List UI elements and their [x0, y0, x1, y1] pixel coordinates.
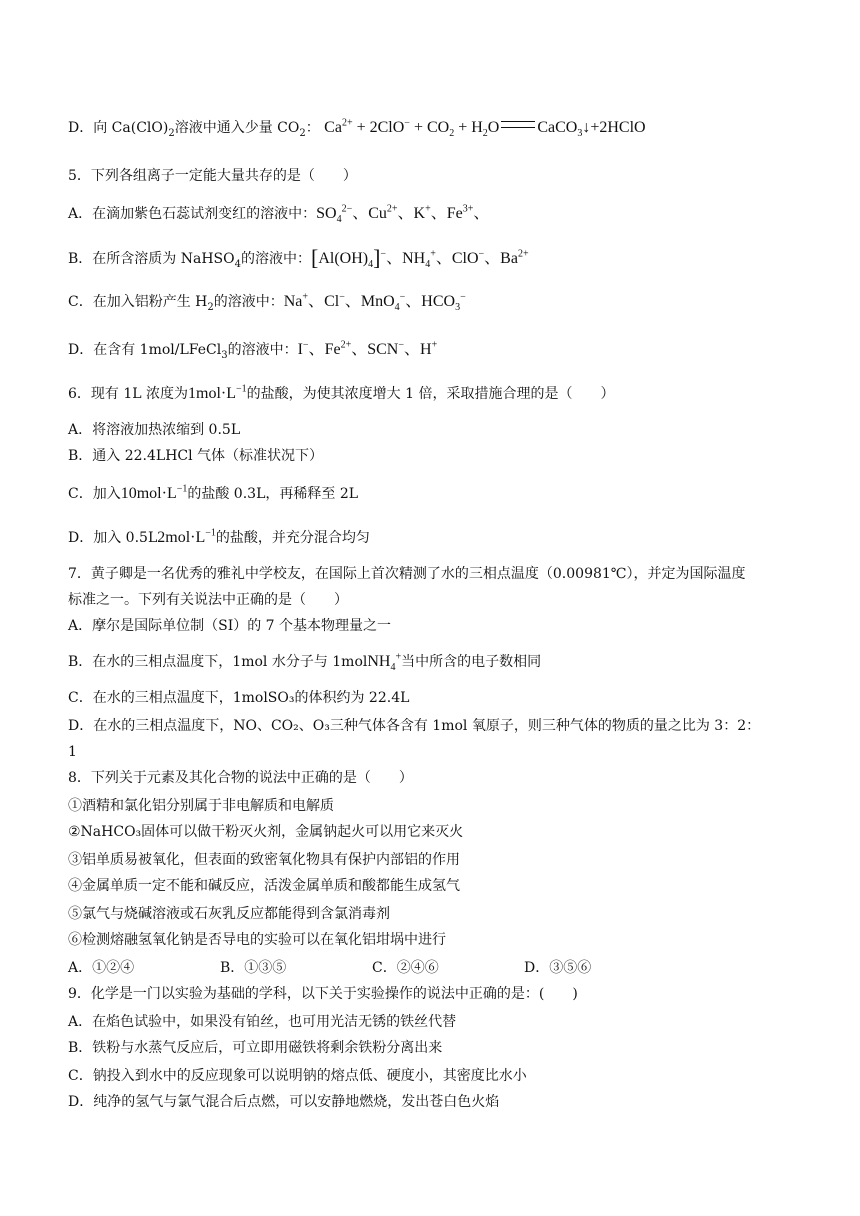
q9-option-a: A．在焰色试验中，如果没有铂丝，也可用光洁无锈的铁丝代替 [68, 1014, 457, 1030]
q8-stem: 8．下列关于元素及其化合物的说法中正确的是（ ） [68, 770, 413, 786]
q8-statement-1: ①酒精和氯化铝分别属于非电解质和电解质 [68, 798, 334, 814]
q7-stem-line2: 标准之一。下列有关说法中正确的是（ ） [68, 592, 348, 608]
q5-option-b: B．在所含溶质为 NaHSO$_4$的溶液中：$[Al(OH)_4]^-$、$NH_4^+$、ClO−、$Ba^{2+}$ [68, 245, 529, 271]
q6-option-c: C．加入$10mol\cdot L^{-1}$的盐酸 0.3L，再稀释至 2L [68, 483, 359, 502]
q8-statement-2: ②NaHCO₃固体可以做干粉灭火剂，金属钠起火可以用它来灭火 [68, 824, 464, 840]
equals-sign-icon [501, 121, 535, 128]
q8-option-c: C．②④⑥ [372, 960, 439, 976]
q9-stem: 9．化学是一门以实验为基础的学科，以下关于实验操作的说法中正确的是：( ) [68, 986, 578, 1002]
q5-option-a: A．在滴加紫色石蕊试剂变红的溶液中：$SO_4^{2-}$、$Cu^{2+}$、K+、$Fe^{3+}$、 [68, 203, 490, 226]
q9-option-c: C．钠投入到水中的反应现象可以说明钠的熔点低、硬度小，其密度比水小 [68, 1068, 527, 1084]
q5-stem: 5．下列各组离子一定能大量共存的是（ ） [68, 168, 357, 184]
q8-option-a: A．①②④ [68, 960, 135, 976]
q8-option-b: B．①③⑤ [220, 960, 287, 976]
q5-option-c: C．在加入铝粉产生 $H_2$的溶液中：Na+、Cl−、MnO$_4$−、$HCO_3^-$ [68, 291, 466, 314]
q5-option-d: D．在含有 1mol/LFeCl$_3$的溶液中：I−、$Fe^{2+}$、SCN−、H+ [68, 339, 438, 361]
q4-option-d: D．向 $Ca(ClO)_2$溶液中通入少量 $CO_2$： $Ca^{2+} + 2ClO^- + CO_2 + H_2O$ CaCO$_3$↓+2HClO [68, 117, 646, 140]
q6-option-a: A．将溶液加热浓缩到 0.5L [68, 422, 241, 438]
q7-option-a: A．摩尔是国际单位制（SI）的 7 个基本物理量之一 [68, 618, 392, 634]
q7-option-c: C．在水的三相点温度下，1molSO₃的体积约为 22.4L [68, 690, 410, 706]
q7-option-d-line2: 1 [68, 744, 77, 760]
q6-option-d: D．加入 $0.5L2mol\cdot L^{-1}$的盐酸，并充分混合均匀 [68, 527, 370, 546]
q9-option-b: B．铁粉与水蒸气反应后，可立即用磁铁将剩余铁粉分离出来 [68, 1040, 443, 1056]
q8-statement-3: ③铝单质易被氧化，但表面的致密氧化物具有保护内部铝的作用 [68, 852, 460, 868]
q8-statement-4: ④金属单质一定不能和碱反应，活泼金属单质和酸都能生成氢气 [68, 878, 460, 894]
q4-equation: $Ca^{2+} + 2ClO^- + CO_2 + H_2O$ CaCO$_3$↓+2HClO [324, 117, 646, 140]
q7-stem-line1: 7．黄子卿是一名优秀的雅礼中学校友，在国际上首次精测了水的三相点温度（0.00981℃），并定为国际温度 [68, 566, 746, 582]
q8-option-d: D．③⑤⑥ [524, 960, 592, 976]
q8-statement-6: ⑥检测熔融氢氧化钠是否导电的实验可以在氧化铝坩埚中进行 [68, 932, 446, 948]
q6-stem: 6．现有 1L 浓度为$1mol\cdot L^{-1}$的盐酸，为使其浓度增大 1 倍，采取措施合理的是（ ） [68, 383, 615, 402]
q8-statement-5: ⑤氯气与烧碱溶液或石灰乳反应都能得到含氯消毒剂 [68, 906, 390, 922]
q9-option-d: D．纯净的氢气与氯气混合后点燃，可以安静地燃烧，发出苍白色火焰 [68, 1094, 500, 1110]
q7-option-b: B．在水的三相点温度下，1mol 水分子与 1molNH$_4$+当中所含的电子数相同 [68, 651, 542, 674]
q7-option-d-line1: D．在水的三相点温度下，NO、CO₂、O₃三种气体各含有 1mol 氧原子，则三种气体的物质的量之比为 3：2： [68, 718, 761, 734]
q6-option-b: B．通入 22.4LHCl 气体（标准状况下） [68, 448, 324, 464]
